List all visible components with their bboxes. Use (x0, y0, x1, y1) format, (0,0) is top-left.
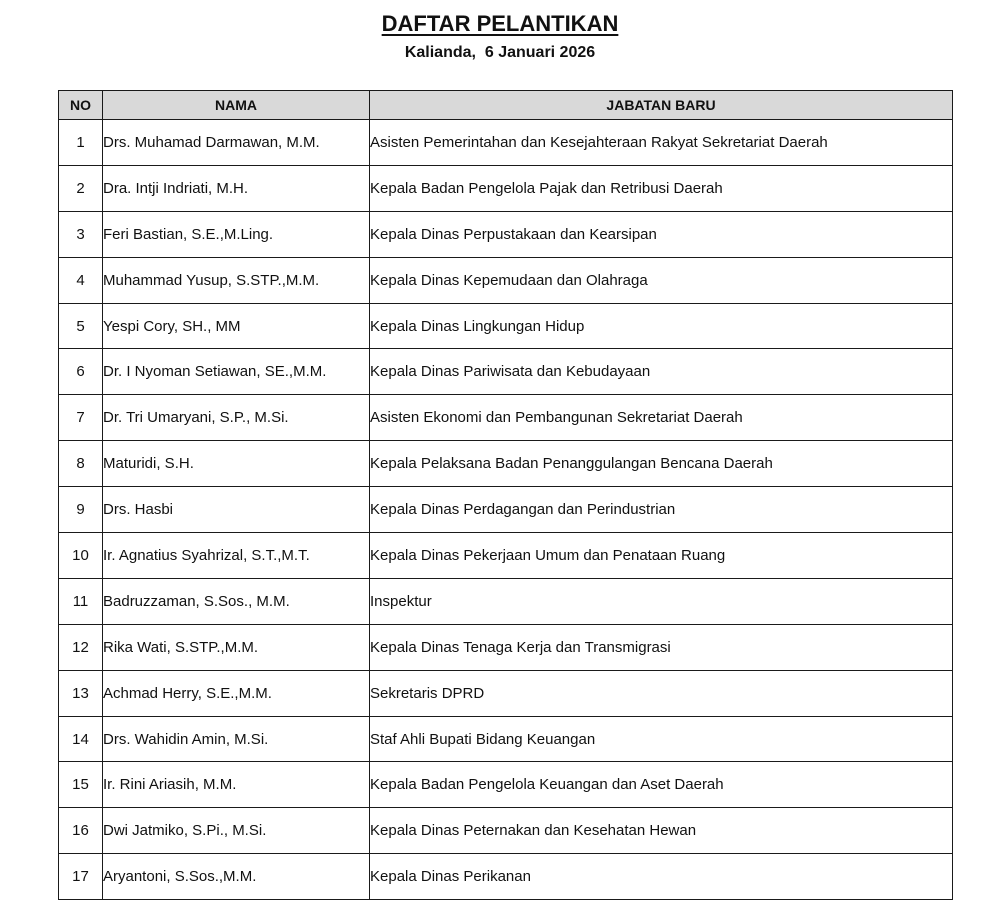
table-row (59, 716, 953, 762)
row-position: Kepala Dinas Tenaga Kerja dan Transmigrasi (370, 624, 953, 670)
row-position: Kepala Pelaksana Badan Penanggulangan Bencana Daerah (370, 441, 953, 487)
row-number: 1 (59, 120, 103, 166)
document-title: DAFTAR PELANTIKAN (381, 11, 619, 36)
row-name: Ir. Agnatius Syahrizal, S.T.,M.T. (103, 533, 370, 579)
row-name: Yespi Cory, SH., MM (103, 303, 370, 349)
row-name: Drs. Hasbi (103, 487, 370, 533)
row-name: Maturidi, S.H. (103, 441, 370, 487)
row-number: 7 (59, 395, 103, 441)
row-position: Kepala Badan Pengelola Pajak dan Retribusi Daerah (370, 165, 953, 211)
table-body (59, 120, 953, 900)
row-number: 15 (59, 762, 103, 808)
header-jabatan: JABATAN BARU (370, 91, 953, 120)
table-row (59, 211, 953, 257)
table-row (59, 487, 953, 533)
table-row (59, 120, 953, 166)
row-number: 14 (59, 716, 103, 762)
table-row (59, 349, 953, 395)
header-no: NO (59, 91, 103, 120)
row-number: 16 (59, 808, 103, 854)
row-number: 9 (59, 487, 103, 533)
row-number: 4 (59, 257, 103, 303)
table-row (59, 165, 953, 211)
table-row (59, 808, 953, 854)
row-name: Achmad Herry, S.E.,M.M. (103, 670, 370, 716)
table-header-row (59, 91, 953, 120)
row-name: Aryantoni, S.Sos.,M.M. (103, 854, 370, 900)
row-position: Sekretaris DPRD (370, 670, 953, 716)
row-number: 2 (59, 165, 103, 211)
table-row (59, 303, 953, 349)
row-name: Dr. Tri Umaryani, S.P., M.Si. (103, 395, 370, 441)
row-name: Dr. I Nyoman Setiawan, SE.,M.M. (103, 349, 370, 395)
header-nama: NAMA (103, 91, 370, 120)
row-position: Staf Ahli Bupati Bidang Keuangan (370, 716, 953, 762)
appointment-table (58, 90, 953, 900)
row-number: 11 (59, 578, 103, 624)
row-position: Kepala Dinas Pekerjaan Umum dan Penataan Ruang (370, 533, 953, 579)
row-name: Ir. Rini Ariasih, M.M. (103, 762, 370, 808)
table-row (59, 854, 953, 900)
row-position: Kepala Dinas Perikanan (370, 854, 953, 900)
row-name: Feri Bastian, S.E.,M.Ling. (103, 211, 370, 257)
row-name: Dra. Intji Indriati, M.H. (103, 165, 370, 211)
row-position: Asisten Pemerintahan dan Kesejahteraan Rakyat Sekretariat Daerah (370, 120, 953, 166)
row-position: Kepala Dinas Perdagangan dan Perindustrian (370, 487, 953, 533)
table-row (59, 578, 953, 624)
row-number: 8 (59, 441, 103, 487)
row-position: Kepala Dinas Lingkungan Hidup (370, 303, 953, 349)
table-row (59, 395, 953, 441)
row-number: 17 (59, 854, 103, 900)
table-row (59, 670, 953, 716)
row-number: 12 (59, 624, 103, 670)
row-number: 10 (59, 533, 103, 579)
row-name: Rika Wati, S.STP.,M.M. (103, 624, 370, 670)
row-name: Muhammad Yusup, S.STP.,M.M. (103, 257, 370, 303)
row-position: Asisten Ekonomi dan Pembangunan Sekretariat Daerah (370, 395, 953, 441)
table-row (59, 624, 953, 670)
row-position: Kepala Dinas Pariwisata dan Kebudayaan (370, 349, 953, 395)
table-row (59, 441, 953, 487)
row-position: Kepala Dinas Kepemudaan dan Olahraga (370, 257, 953, 303)
table-row (59, 533, 953, 579)
row-number: 3 (59, 211, 103, 257)
table-row (59, 257, 953, 303)
row-position: Inspektur (370, 578, 953, 624)
row-position: Kepala Badan Pengelola Keuangan dan Aset Daerah (370, 762, 953, 808)
row-position: Kepala Dinas Peternakan dan Kesehatan Hewan (370, 808, 953, 854)
table-row (59, 762, 953, 808)
row-name: Badruzzaman, S.Sos., M.M. (103, 578, 370, 624)
row-position: Kepala Dinas Perpustakaan dan Kearsipan (370, 211, 953, 257)
document-subtitle: Kalianda, 6 Januari 2026 (404, 44, 596, 61)
row-name: Dwi Jatmiko, S.Pi., M.Si. (103, 808, 370, 854)
row-number: 13 (59, 670, 103, 716)
row-name: Drs. Wahidin Amin, M.Si. (103, 716, 370, 762)
row-number: 5 (59, 303, 103, 349)
row-name: Drs. Muhamad Darmawan, M.M. (103, 120, 370, 166)
row-number: 6 (59, 349, 103, 395)
